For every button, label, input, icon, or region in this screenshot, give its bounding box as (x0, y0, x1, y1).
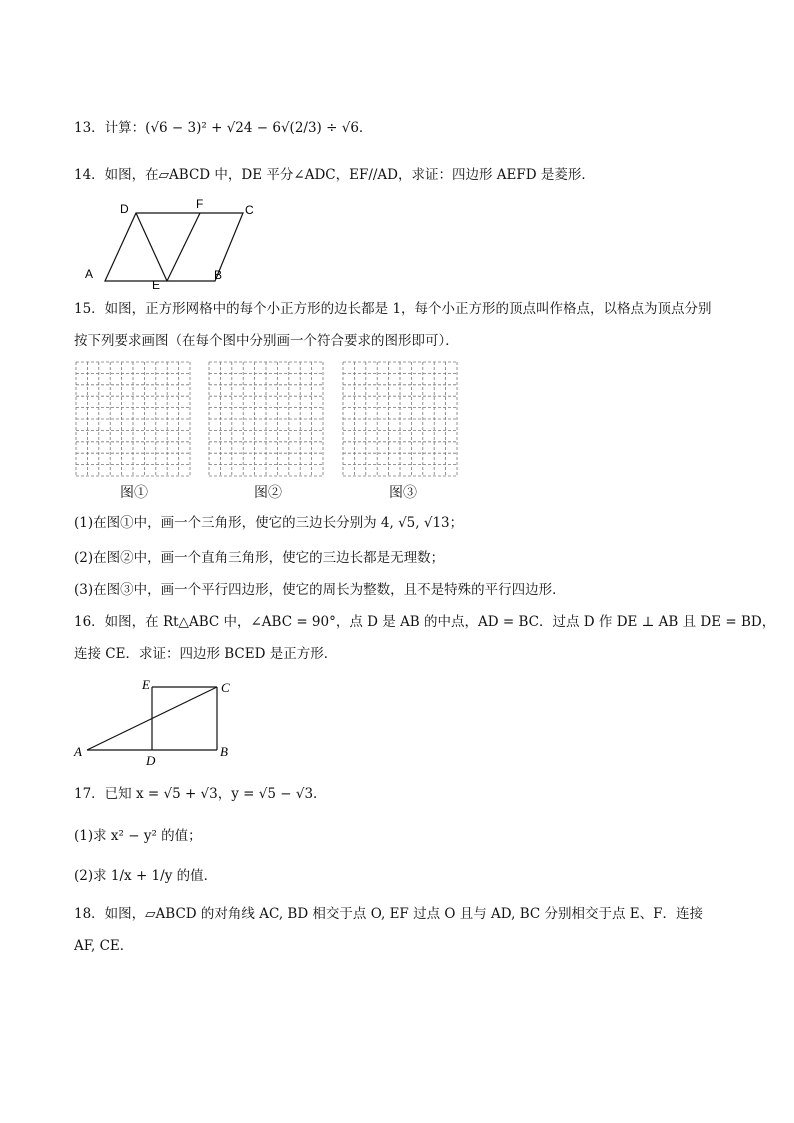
question-17-sub-2 (74, 867, 217, 885)
figure-parallelogram-abcd (80, 196, 260, 291)
label-point-c: C (221, 680, 230, 695)
question-15-sub-3 (74, 581, 566, 599)
question-18-line-1 (74, 905, 703, 923)
question-15-line-2 (74, 332, 459, 350)
question-15-sub-1 (74, 514, 463, 532)
question-14 (74, 166, 595, 184)
grid-figure-2 (207, 360, 325, 478)
question-14-text: 14．如图，在▱ABCD 中，DE 平分∠ADC，EF//AD，求证：四边形 AEFD 是菱形． (74, 167, 595, 183)
label-point-f: F (196, 197, 204, 211)
question-16-line-2 (74, 645, 337, 663)
question-16-text-1: 16．如图，在 Rt△ABC 中，∠ABC = 90°，点 D 是 AB 的中点，AD = BC．过点 D 作 DE ⊥ AB 且 DE = BD， (74, 614, 776, 630)
question-17-line-1 (74, 785, 327, 803)
question-13 (74, 119, 372, 137)
label-point-a: A (85, 267, 94, 281)
label-point-e: E (142, 677, 150, 692)
question-15-sub-2 (74, 549, 444, 567)
question-17-text-1: 17．已知 x = √5 + √3，y = √5 − √3． (74, 786, 327, 802)
question-18-text-1: 18．如图，▱ABCD 的对角线 AC, BD 相交于点 O, EF 过点 O 且与 AD, BC 分别相交于点 E、F．连接 (74, 906, 704, 922)
question-16-line-1 (74, 613, 775, 631)
label-point-b: B (214, 268, 223, 282)
grid-figure-3 (341, 360, 459, 478)
caption-figure-2: 图② (254, 485, 282, 501)
question-13-text: 13．计算：(√6 − 3)² + √24 − 6√(2/3) ÷ √6． (74, 120, 373, 136)
caption-figure-1: 图① (120, 485, 148, 501)
question-18-line-2 (74, 937, 133, 955)
label-point-e: E (152, 278, 161, 291)
grid-figure-1 (74, 360, 192, 478)
label-point-c: C (245, 203, 254, 217)
question-15-sub-2-text: (2)在图②中，画一个直角三角形，使它的三边长都是无理数； (74, 550, 445, 566)
question-16-text-2: 连接 CE．求证：四边形 BCED 是正方形． (74, 646, 338, 662)
question-17-sub-1 (74, 827, 202, 845)
question-15-line-1 (74, 300, 712, 318)
figure-right-triangle-abc (70, 676, 250, 768)
label-point-a: A (74, 744, 82, 759)
question-15-sub-1-text: (1)在图①中，画一个三角形，使它的三边长分别为 4, √5, √13； (74, 515, 464, 531)
question-17-sub-2-text: (2)求 1/x + 1/y 的值． (74, 868, 218, 884)
question-18-text-2: AF, CE． (74, 938, 134, 954)
question-15-text-1: 15．如图，正方形网格中的每个小正方形的边长都是 1，每个小正方形的顶点叫作格点，以格点为顶点分别 (74, 301, 712, 317)
question-17-sub-1-text: (1)求 x² − y² 的值； (74, 828, 202, 844)
label-point-d: D (146, 753, 156, 768)
caption-figure-3: 图③ (389, 485, 417, 501)
question-15-text-2: 按下列要求画图（在每个图中分别画一个符合要求的图形即可）． (74, 333, 459, 349)
label-point-b: B (220, 744, 228, 759)
question-15-sub-3-text: (3)在图③中，画一个平行四边形，使它的周长为整数，且不是特殊的平行四边形． (74, 582, 566, 598)
label-point-d: D (120, 202, 129, 216)
